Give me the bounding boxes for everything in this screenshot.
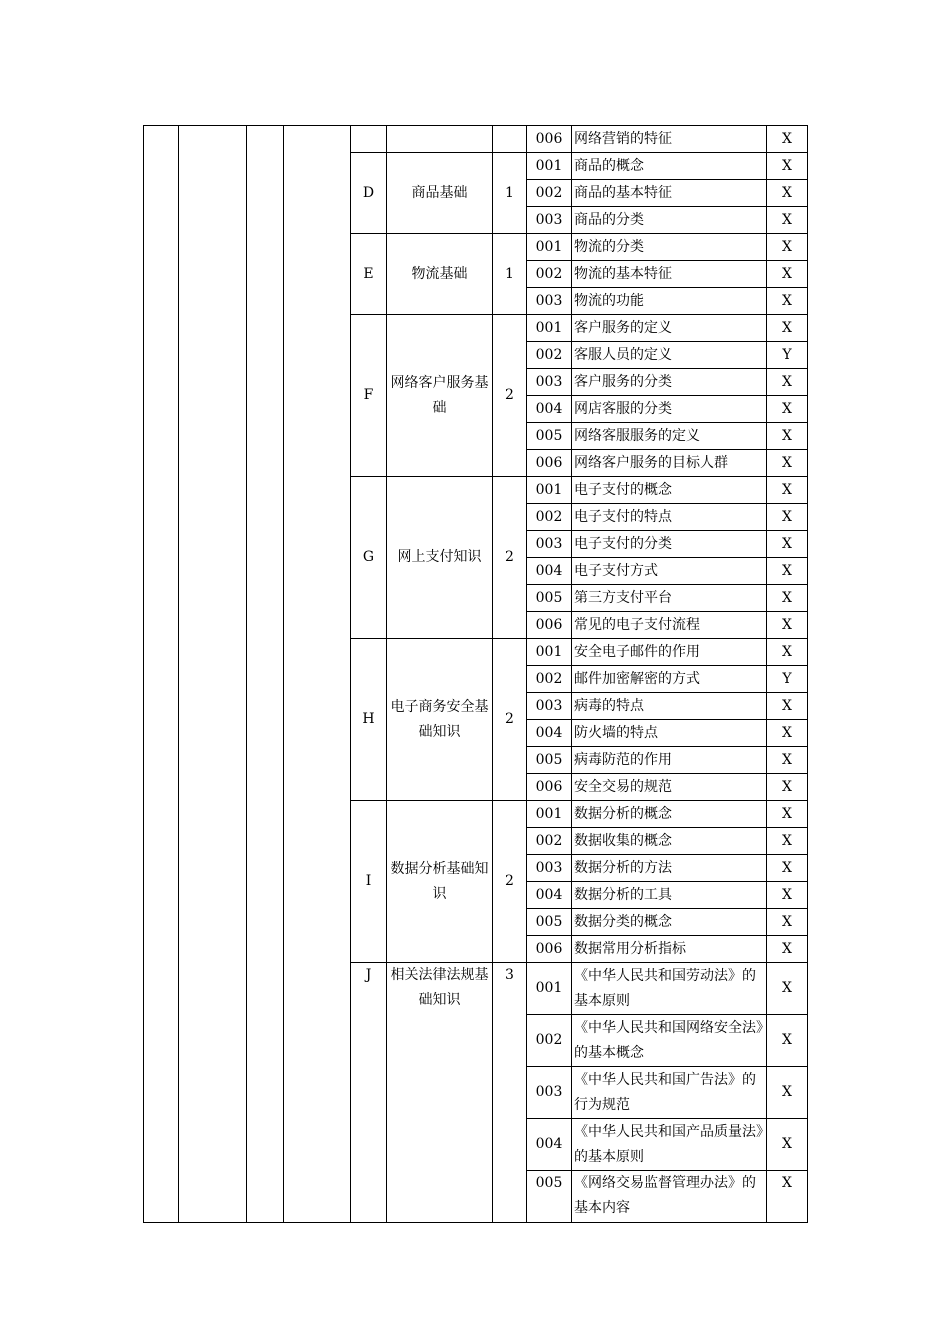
item-name: 《网络交易监督管理办法》的基本内容: [572, 1171, 767, 1223]
item-mark: X: [767, 909, 808, 936]
item-code: 002: [527, 261, 572, 288]
item-name: 数据分析的工具: [572, 882, 767, 909]
item-code: 005: [527, 747, 572, 774]
section-letter: I: [351, 801, 387, 963]
item-mark: X: [767, 261, 808, 288]
item-name: 常见的电子支付流程: [572, 612, 767, 639]
item-name: 客户服务的定义: [572, 315, 767, 342]
item-name: 客服人员的定义: [572, 342, 767, 369]
item-mark: X: [767, 504, 808, 531]
item-code: 001: [527, 315, 572, 342]
item-code: 002: [527, 1015, 572, 1067]
blank-section-title: [387, 126, 493, 153]
item-code: 002: [527, 666, 572, 693]
section-title: 商品基础: [387, 153, 493, 234]
item-code: 004: [527, 1119, 572, 1171]
item-code: 002: [527, 504, 572, 531]
item-name: 电子支付的概念: [572, 477, 767, 504]
item-code: 005: [527, 423, 572, 450]
item-mark: X: [767, 639, 808, 666]
section-letter: D: [351, 153, 387, 234]
item-name: 数据分析的方法: [572, 855, 767, 882]
blank-col-4: [284, 126, 351, 1223]
item-code: 003: [527, 855, 572, 882]
item-code: 001: [527, 963, 572, 1015]
item-name: 网络客服服务的定义: [572, 423, 767, 450]
section-weight: 2: [493, 801, 527, 963]
item-code: 006: [527, 612, 572, 639]
section-title: 网络客户服务基础: [387, 315, 493, 477]
item-name: 网店客服的分类: [572, 396, 767, 423]
section-letter: E: [351, 234, 387, 315]
item-name: 安全电子邮件的作用: [572, 639, 767, 666]
item-mark: X: [767, 396, 808, 423]
item-mark: X: [767, 882, 808, 909]
item-mark: X: [767, 234, 808, 261]
item-mark: X: [767, 450, 808, 477]
item-mark: X: [767, 1119, 808, 1171]
item-code: 002: [527, 828, 572, 855]
section-weight: 3: [493, 963, 527, 1223]
item-name: 数据常用分析指标: [572, 936, 767, 963]
item-name: 商品的分类: [572, 207, 767, 234]
section-weight: 2: [493, 315, 527, 477]
item-code: 005: [527, 1171, 572, 1223]
item-mark: X: [767, 1067, 808, 1119]
item-mark: X: [767, 747, 808, 774]
item-code: 003: [527, 207, 572, 234]
section-title: 数据分析基础知识: [387, 801, 493, 963]
item-name: 《中华人民共和国广告法》的行为规范: [572, 1067, 767, 1119]
item-code: 003: [527, 288, 572, 315]
item-name: 物流的分类: [572, 234, 767, 261]
item-mark: X: [767, 693, 808, 720]
item-name: 数据分析的概念: [572, 801, 767, 828]
blank-section-letter: [351, 126, 387, 153]
item-mark: X: [767, 153, 808, 180]
item-mark: X: [767, 531, 808, 558]
section-weight: 1: [493, 234, 527, 315]
blank-col-2: [179, 126, 247, 1223]
section-title: 物流基础: [387, 234, 493, 315]
item-code: 006: [527, 774, 572, 801]
item-name: 病毒防范的作用: [572, 747, 767, 774]
item-mark: X: [767, 963, 808, 1015]
blank-col-3: [247, 126, 284, 1223]
item-name: 商品的基本特征: [572, 180, 767, 207]
item-name: 网络客户服务的目标人群: [572, 450, 767, 477]
item-name: 电子支付的特点: [572, 504, 767, 531]
item-name: 数据分类的概念: [572, 909, 767, 936]
item-mark: X: [767, 207, 808, 234]
item-name: 物流的功能: [572, 288, 767, 315]
item-name: 网络营销的特征: [572, 126, 767, 153]
item-code: 004: [527, 396, 572, 423]
item-mark: X: [767, 855, 808, 882]
item-code: 004: [527, 882, 572, 909]
item-mark: X: [767, 126, 808, 153]
item-name: 电子支付的分类: [572, 531, 767, 558]
item-mark: X: [767, 720, 808, 747]
item-name: 安全交易的规范: [572, 774, 767, 801]
item-mark: X: [767, 369, 808, 396]
item-mark: X: [767, 180, 808, 207]
item-code: 003: [527, 1067, 572, 1119]
item-name: 病毒的特点: [572, 693, 767, 720]
item-code: 001: [527, 477, 572, 504]
item-name: 防火墙的特点: [572, 720, 767, 747]
item-code: 002: [527, 180, 572, 207]
item-code: 002: [527, 342, 572, 369]
section-letter: J: [351, 963, 387, 1223]
item-code: 003: [527, 369, 572, 396]
item-name: 数据收集的概念: [572, 828, 767, 855]
item-name: 客户服务的分类: [572, 369, 767, 396]
item-mark: X: [767, 612, 808, 639]
item-code: 006: [527, 450, 572, 477]
section-letter: G: [351, 477, 387, 639]
item-mark: X: [767, 558, 808, 585]
item-code: 003: [527, 531, 572, 558]
section-title: 网上支付知识: [387, 477, 493, 639]
item-code: 004: [527, 720, 572, 747]
section-weight: 2: [493, 477, 527, 639]
item-name: 邮件加密解密的方式: [572, 666, 767, 693]
blank-col-1: [144, 126, 179, 1223]
item-mark: X: [767, 315, 808, 342]
section-letter: F: [351, 315, 387, 477]
item-code: 003: [527, 693, 572, 720]
item-mark: Y: [767, 666, 808, 693]
item-mark: X: [767, 774, 808, 801]
item-name: 第三方支付平台: [572, 585, 767, 612]
item-mark: X: [767, 477, 808, 504]
item-mark: X: [767, 423, 808, 450]
item-code: 004: [527, 558, 572, 585]
item-code: 006: [527, 126, 572, 153]
item-mark: X: [767, 801, 808, 828]
item-mark: X: [767, 1171, 808, 1223]
knowledge-table: [143, 125, 808, 1223]
table-row: [144, 126, 808, 153]
item-mark: Y: [767, 342, 808, 369]
section-weight: 2: [493, 639, 527, 801]
item-code: 001: [527, 153, 572, 180]
blank-section-weight: [493, 126, 527, 153]
item-code: 001: [527, 234, 572, 261]
item-name: 电子支付方式: [572, 558, 767, 585]
section-weight: 1: [493, 153, 527, 234]
item-name: 商品的概念: [572, 153, 767, 180]
item-mark: X: [767, 1015, 808, 1067]
item-mark: X: [767, 288, 808, 315]
item-name: 《中华人民共和国网络安全法》的基本概念: [572, 1015, 767, 1067]
item-name: 《中华人民共和国产品质量法》的基本原则: [572, 1119, 767, 1171]
item-name: 物流的基本特征: [572, 261, 767, 288]
section-title: 电子商务安全基础知识: [387, 639, 493, 801]
item-mark: X: [767, 585, 808, 612]
section-letter: H: [351, 639, 387, 801]
item-code: 005: [527, 909, 572, 936]
item-mark: X: [767, 936, 808, 963]
item-mark: X: [767, 828, 808, 855]
item-code: 001: [527, 639, 572, 666]
item-name: 《中华人民共和国劳动法》的基本原则: [572, 963, 767, 1015]
item-code: 005: [527, 585, 572, 612]
item-code: 006: [527, 936, 572, 963]
section-title: 相关法律法规基础知识: [387, 963, 493, 1223]
item-code: 001: [527, 801, 572, 828]
